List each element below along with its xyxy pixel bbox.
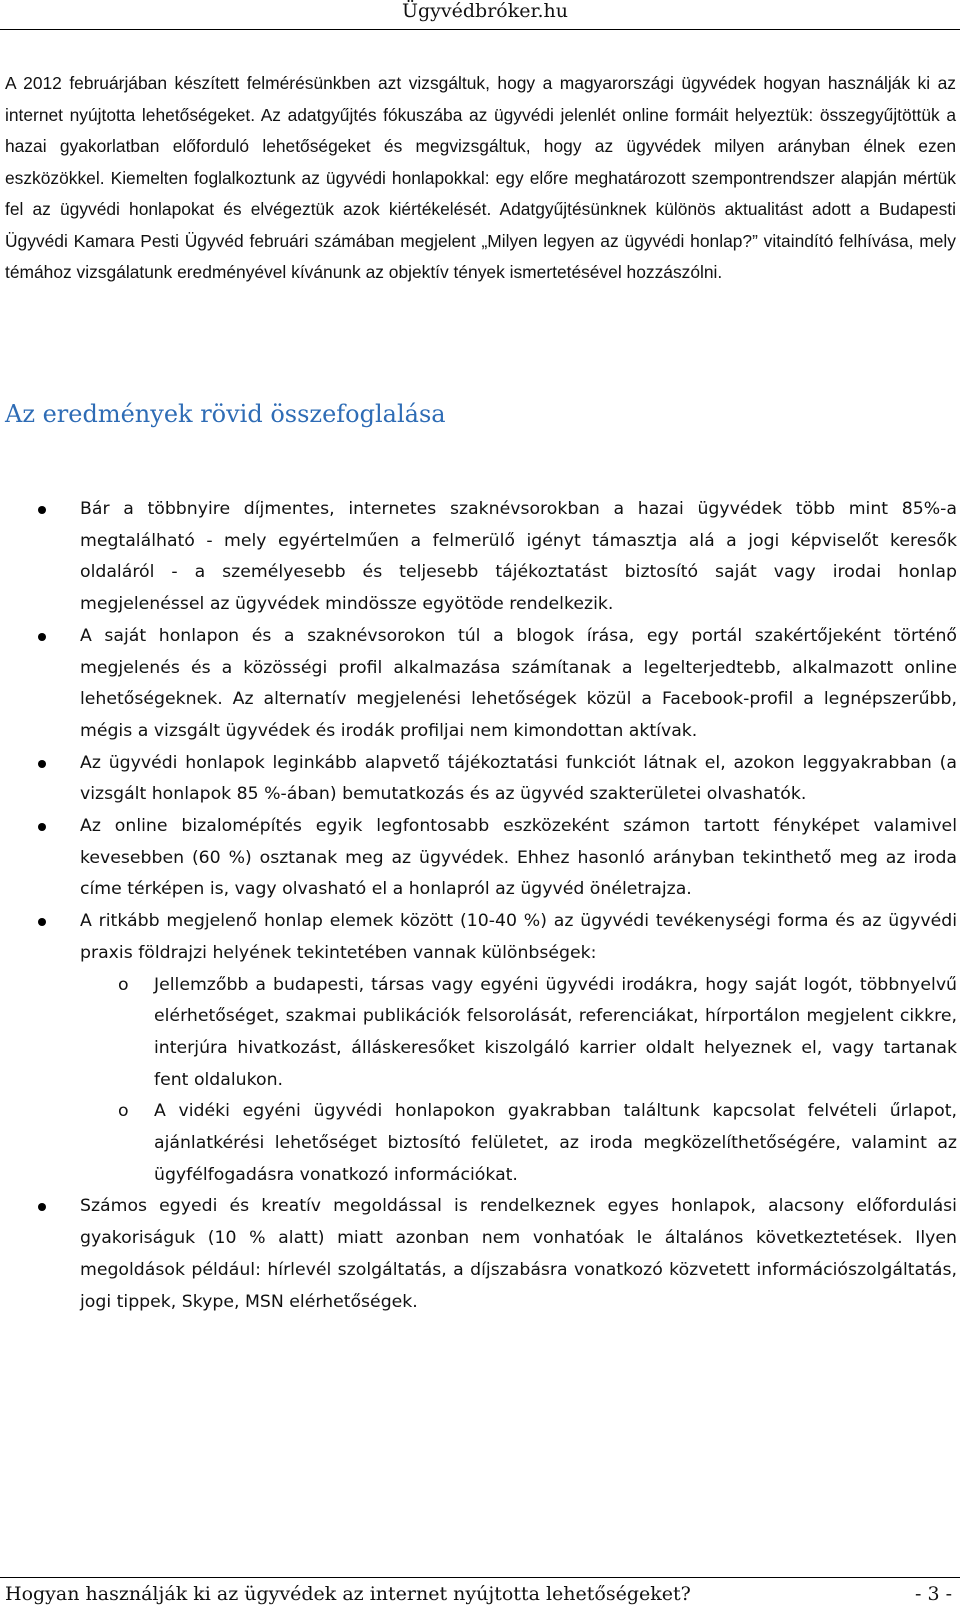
list-item-text: A ritkább megjelenő honlap elemek között (10-40 %) az ügyvédi tevékenységi forma és az ügyvédi praxis földrajzi helyének tekintetében vannak különbségek: bbox=[80, 911, 957, 963]
list-item bbox=[0, 906, 957, 1191]
results-list bbox=[0, 494, 960, 1318]
list-item bbox=[0, 1191, 957, 1318]
list-item-text: Az ügyvédi honlapok leginkább alapvető tájékoztatási funkciót látnak el, azokon leggyakrabban (a vizsgált honlapok 85 %-ában) bemutatkozás és az ügyvéd szakterületei olvashatók. bbox=[80, 752, 957, 805]
bullet-icon bbox=[38, 760, 46, 768]
bullet-icon bbox=[38, 633, 46, 641]
header-rule bbox=[0, 29, 960, 30]
list-item bbox=[0, 621, 957, 748]
footer-title: Hogyan használják ki az ügyvédek az internet nyújtotta lehetőségeket? bbox=[5, 1583, 691, 1605]
page-header bbox=[0, 0, 960, 30]
list-item-text: Az online bizalomépítés egyik legfontosabb eszközeként számon tartott fényképet valamivel kevesebben (60 %) osztanak meg az ügyvédek. Ehhez hasonló arányban tekinthető meg az iroda címe térképen is, vagy olvasható el a honlapról az ügyvéd önéletrajza. bbox=[80, 816, 957, 900]
list-item bbox=[0, 494, 957, 621]
page-number: - 3 - bbox=[914, 1583, 952, 1605]
sub-bullet-icon: o bbox=[118, 1101, 129, 1122]
sub-list-item bbox=[80, 970, 957, 1097]
sub-bullet-icon: o bbox=[118, 974, 129, 995]
site-title: Ügyvédbróker.hu bbox=[402, 0, 568, 22]
list-item bbox=[0, 748, 957, 811]
list-item-text: Számos egyedi és kreatív megoldással is rendelkeznek egyes honlapok, alacsony előfordulási gyakoriságuk (10 % alatt) miatt azonban nem vonhatóak le általános következtetések. Ilyen megoldások például: hírlevél szolgáltatás, a díjszabásra vonatkozó közvetett információszolgáltatás, jogi tippek, Skype, MSN elérhetőségek. bbox=[80, 1196, 957, 1312]
list-item-text: Bár a többnyire díjmentes, internetes szaknévsorokban a hazai ügyvédek több mint 85%-a megtalálható - mely egyértelműen a felmerülő igényt támasztja alá a jogi képviselőt keresők oldaláról - a személyesebb és teljesebb tájékoztatást biztosító saját vagy irodai honlap megjelenéssel az ügyvédek mindössze egyötöde rendelkezik. bbox=[80, 499, 957, 615]
list-item bbox=[0, 811, 957, 906]
sub-list-item-text: Jellemzőbb a budapesti, társas vagy egyéni ügyvédi irodákra, hogy saját logót, többnyelvű elérhetőséget, szakmai publikációk felsorolását, referenciákat, hírportálon megjelent cikkre, interjúra hivatkozást, álláskeresőket kiszolgáló karrier oldalt helyeznek el, vagy tartanak fent oldalukon. bbox=[154, 974, 957, 1090]
sub-list-item-text: A vidéki egyéni ügyvédi honlapokon gyakrabban találtunk kapcsolat felvételi űrlapot, ajánlatkérési lehetőséget biztosító felületet, az iroda megközelíthetőségére, valamint az ügyfélfogadásra vonatkozó információkat. bbox=[154, 1101, 957, 1185]
bullet-icon bbox=[38, 823, 46, 831]
list-item-text: A saját honlapon és a szaknévsorokon túl a blogok írása, egy portál szakértőjeként történő megjelenés és a közösségi profil alkalmazása számítanak a legelterjedtebb, alkalmazott online lehetőségeknek. Az alternatív megjelenési lehetőségek közül a Facebook-profil a legnépszerűbb, mégis a vizsgált ügyvédek és irodák profiljai nem kimondottan aktívak. bbox=[80, 625, 957, 741]
bullet-icon bbox=[38, 918, 46, 926]
section-heading: Az eredmények rövid összefoglalása bbox=[5, 400, 446, 428]
sub-list bbox=[80, 970, 957, 1192]
sub-list-item bbox=[80, 1096, 957, 1191]
bullet-icon bbox=[38, 1203, 46, 1211]
intro-paragraph: A 2012 februárjában készített felmérésünkben azt vizsgáltuk, hogy a magyarországi ügyvédek hogyan használják ki az internet nyújtotta lehetőségeket. Az adatgyűjtés fókuszába az ügyvédi jelenlét online formáit helyeztük: összegyűjtöttük a hazai gyakorlatban előforduló lehetőségeket és megvizsgáltuk, hogy az ügyvédek milyen arányban élnek ezen eszközökkel. Kiemelten foglalkoztunk az ügyvédi honlapokkal: egy előre meghatározott szempontrendszer alapján mértük fel az ügyvédi honlapokat és elvégeztük azok kiértékelését. Adatgyűjtésünknek különös aktualitást adott a Budapesti Ügyvédi Kamara Pesti Ügyvéd februári számában megjelent „Milyen legyen az ügyvédi honlap?” vitaindító felhívása, mely témához vizsgálatunk eredményével kívánunk az objektív tények ismertetésével hozzászólni. bbox=[5, 73, 956, 282]
bullet-icon bbox=[38, 506, 46, 514]
footer-rule bbox=[0, 1577, 960, 1578]
